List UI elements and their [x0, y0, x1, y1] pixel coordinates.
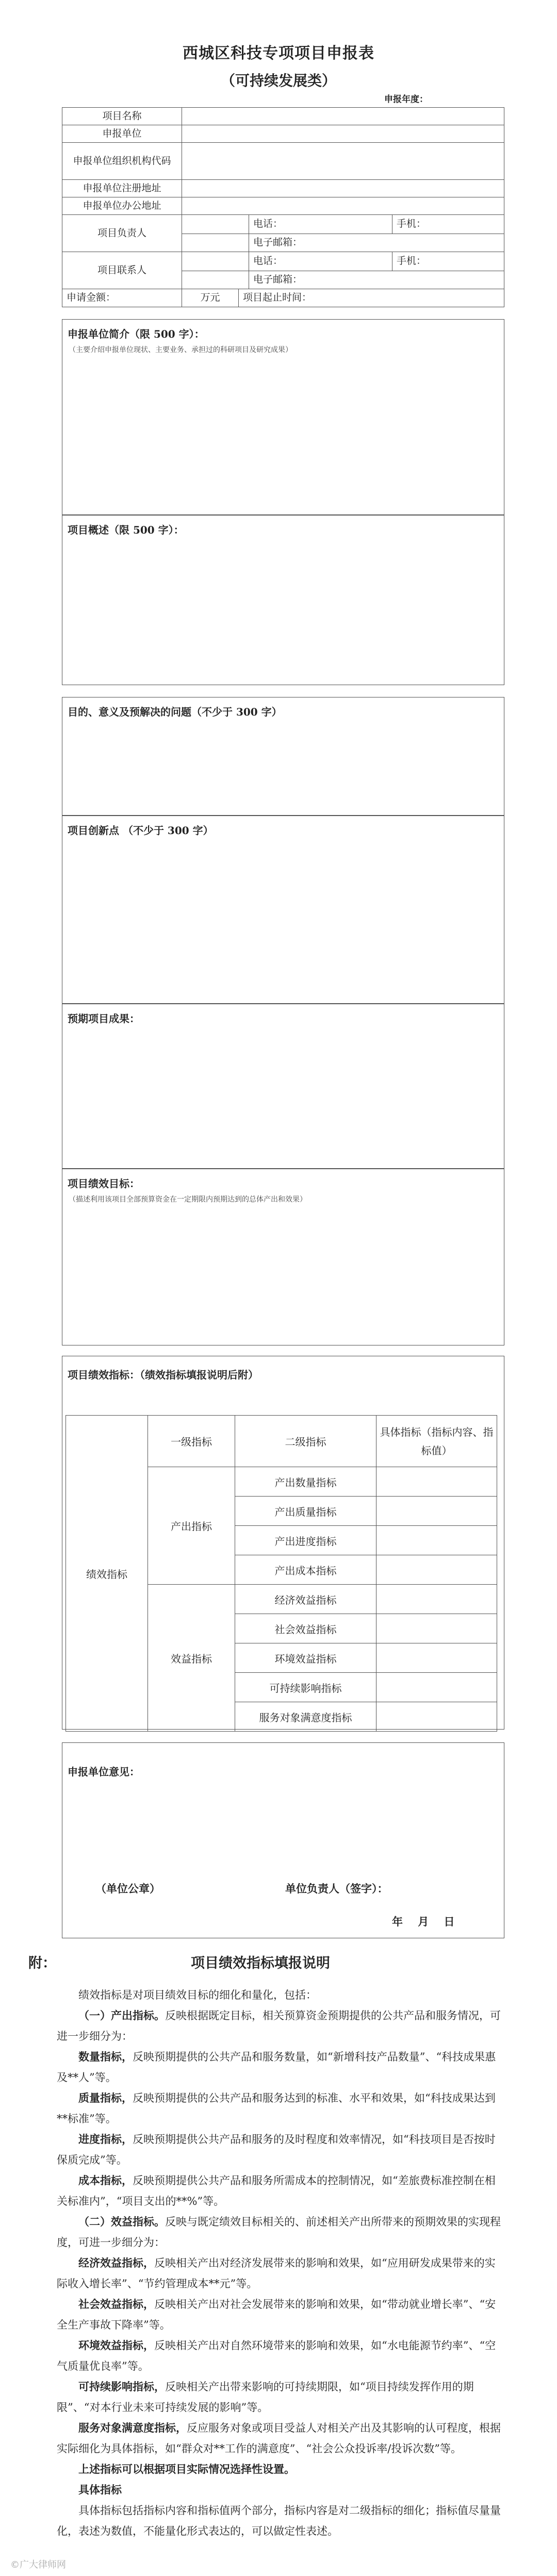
office-address-label: 申报单位办公地址	[62, 197, 182, 214]
row-project-contact	[62, 252, 504, 289]
output-indicator: 产出指标	[148, 1467, 235, 1585]
appendix-p5: 成本指标，反映预期提供公共产品和服务所需成本的控制情况，如“差旅费标准控制在相关标准内”，“项目支出的**%”等。	[57, 2174, 496, 2207]
output-item: 产出成本指标	[235, 1555, 376, 1585]
section-innovation[interactable]	[62, 816, 504, 1004]
year-label: 申报年度：	[384, 94, 428, 105]
benefit-item: 服务对象满意度指标	[235, 1702, 376, 1732]
project-name-label: 项目名称	[62, 108, 182, 125]
value-cell[interactable]	[376, 1643, 497, 1673]
table-header-row	[66, 1416, 497, 1467]
value-cell[interactable]	[376, 1673, 497, 1702]
project-name-field[interactable]	[182, 108, 504, 125]
benefit-item: 社会效益指标	[235, 1614, 376, 1643]
col-level1: 一级指标	[148, 1416, 235, 1467]
appendix-label: 附：	[28, 1955, 56, 1971]
benefit-item: 经济效益指标	[235, 1585, 376, 1614]
value-cell[interactable]	[376, 1702, 497, 1732]
overview-title: 项目概述（限 500 字）：	[68, 524, 184, 536]
applicant-unit-field[interactable]	[182, 125, 504, 142]
perf-row-head: 绩效指标	[66, 1416, 148, 1732]
row-reg-address	[62, 180, 504, 197]
watermark-logo: ©广大律师网	[10, 2560, 66, 2570]
value-cell[interactable]	[376, 1585, 497, 1614]
office-address-field[interactable]	[182, 197, 504, 214]
reg-address-label: 申报单位注册地址	[62, 180, 182, 197]
appendix-p2: 数量指标，反映预期提供的公共产品和服务数量，如“新增科技产品数量”、“科技成果惠及**人”等。	[57, 2050, 496, 2084]
section-unit-intro[interactable]	[62, 319, 504, 515]
col-level2: 二级指标	[235, 1416, 376, 1467]
contact-email-label: 电子邮箱：	[253, 273, 303, 285]
row-project-lead	[62, 215, 504, 252]
value-cell[interactable]	[376, 1497, 497, 1526]
applicant-unit-label: 申报单位	[62, 125, 182, 142]
appendix-p1: （一）产出指标。反映根据既定目标，相关预算资金预期提供的公共产品和服务情况，可进一步细分为：	[57, 2009, 501, 2042]
col-specific: 具体指标（指标内容、指标值）	[376, 1416, 497, 1467]
document-title: 西城区科技专项项目申报表	[183, 44, 374, 62]
section-goal[interactable]	[62, 1169, 504, 1345]
row-project-name	[62, 108, 504, 125]
lead-mobile-label: 手机：	[397, 218, 427, 229]
reg-address-field[interactable]	[182, 180, 504, 197]
indicators-title: 项目绩效指标：（绩效指标填报说明后附）	[68, 1369, 258, 1381]
results-title: 预期项目成果：	[68, 1012, 140, 1025]
goal-hint: （描述利用该项目全部预算资金在一定期限内预期达到的总体产出和效果）	[69, 1195, 307, 1204]
purpose-title: 目的、意义及预解决的问题（不少于 300 字）	[68, 706, 282, 718]
section-purpose[interactable]	[62, 697, 504, 816]
output-item: 产出进度指标	[235, 1526, 376, 1555]
project-contact-label: 项目联系人	[62, 252, 182, 289]
value-cell[interactable]	[376, 1614, 497, 1643]
value-cell[interactable]	[376, 1555, 497, 1585]
appendix-intro: 绩效指标是对项目绩效目标的细化和量化，包括：	[78, 1989, 317, 2001]
period-label: 项目起止时间：	[243, 292, 312, 304]
output-item: 产出质量指标	[235, 1497, 376, 1526]
appendix-p14: 具体指标包括指标内容和指标值两个部分，指标内容是对二级指标的细化；指标值尽量量化，表述为数值，不能量化形式表达的，可以做定性表述。	[57, 2504, 501, 2537]
contact-phone-label: 电话：	[249, 252, 392, 271]
unit-intro-hint: （主要介绍申报单位现状、主要业务、承担过的科研项目及研究成果）	[69, 346, 292, 354]
amount-unit: 万元	[182, 289, 239, 307]
benefit-item: 环境效益指标	[235, 1643, 376, 1673]
appendix-p3: 质量指标，反映预期提供的公共产品和服务达到的标准、水平和效果，如“科技成果达到**标准”等。	[57, 2091, 496, 2125]
value-cell[interactable]	[376, 1526, 497, 1555]
lead-email-label: 电子邮箱：	[253, 236, 303, 248]
unit-seal-label: （单位公章）	[95, 1882, 160, 1895]
innovation-title: 项目创新点 （不少于 300 字）	[68, 824, 214, 837]
section-results[interactable]	[62, 1004, 504, 1169]
value-cell[interactable]	[376, 1467, 497, 1497]
section-overview[interactable]	[62, 515, 504, 685]
org-code-label: 申报单位组织机构代码	[62, 143, 182, 179]
row-applicant-unit	[62, 125, 504, 143]
unit-intro-title: 申报单位简介（限 500 字）：	[68, 328, 205, 340]
appendix-p11: 服务对象满意度指标，反应服务对象或项目受益人对相关产出及其影响的认可程度，根据实际细化为具体指标，如“群众对**工作的满意度”、“社会公众投诉率/投诉次数”等。	[57, 2421, 501, 2455]
appendix-p13: 具体指标	[78, 2483, 122, 2496]
benefit-indicator: 效益指标	[148, 1585, 235, 1732]
appendix-p8: 社会效益指标，反映相关产出对社会发展带来的影响和效果，如“带动就业增长率”、“安全生产事故下降率”等。	[57, 2298, 496, 2331]
date-label: 年 月 日	[392, 1915, 455, 1928]
output-item: 产出数量指标	[235, 1467, 376, 1497]
benefit-item: 可持续影响指标	[235, 1673, 376, 1702]
appendix-p9: 环境效益指标，反映相关产出对自然环境带来的影响和效果，如“水电能源节约率”、“空气质量优良率”等。	[57, 2339, 496, 2372]
appendix-p12: 上述指标可以根据项目实际情况选择性设置。	[78, 2463, 295, 2475]
document-subtitle: （可持续发展类）	[220, 72, 336, 89]
appendix-p4: 进度指标，反映预期提供公共产品和服务的及时程度和效率情况，如“科技项目是否按时保质完成”等。	[57, 2133, 496, 2166]
row-amount	[62, 289, 504, 307]
lead-phone-label: 电话：	[249, 215, 392, 234]
performance-table	[65, 1415, 497, 1732]
signature-label[interactable]: 单位负责人（签字）：	[285, 1882, 388, 1895]
row-office-address	[62, 197, 504, 215]
opinion-title: 申报单位意见：	[68, 1766, 140, 1778]
section-opinion	[62, 1742, 504, 1938]
project-lead-label: 项目负责人	[62, 215, 182, 252]
appendix-title: 项目绩效指标填报说明	[191, 1955, 330, 1971]
contact-mobile-label: 手机：	[397, 255, 427, 267]
appendix-p6: （二）效益指标。反映与既定绩效目标相关的、前述相关产出所带来的预期效果的实现程度，可进一步细分为：	[57, 2215, 501, 2249]
org-code-field[interactable]	[182, 143, 504, 179]
amount-label: 申请金额：	[62, 289, 182, 307]
appendix-p7: 经济效益指标，反映相关产出对经济发展带来的影响和效果，如“应用研发成果带来的实际收入增长率”、“节约管理成本**元”等。	[57, 2256, 496, 2290]
row-org-code	[62, 143, 504, 180]
basic-info-form	[62, 107, 504, 307]
goal-title: 项目绩效目标：	[68, 1177, 140, 1190]
appendix-p10: 可持续影响指标，反映相关产出带来影响的可持续期限，如“项目持续发挥作用的期限”、“对本行业未来可持续发展的影响”等。	[57, 2380, 474, 2414]
